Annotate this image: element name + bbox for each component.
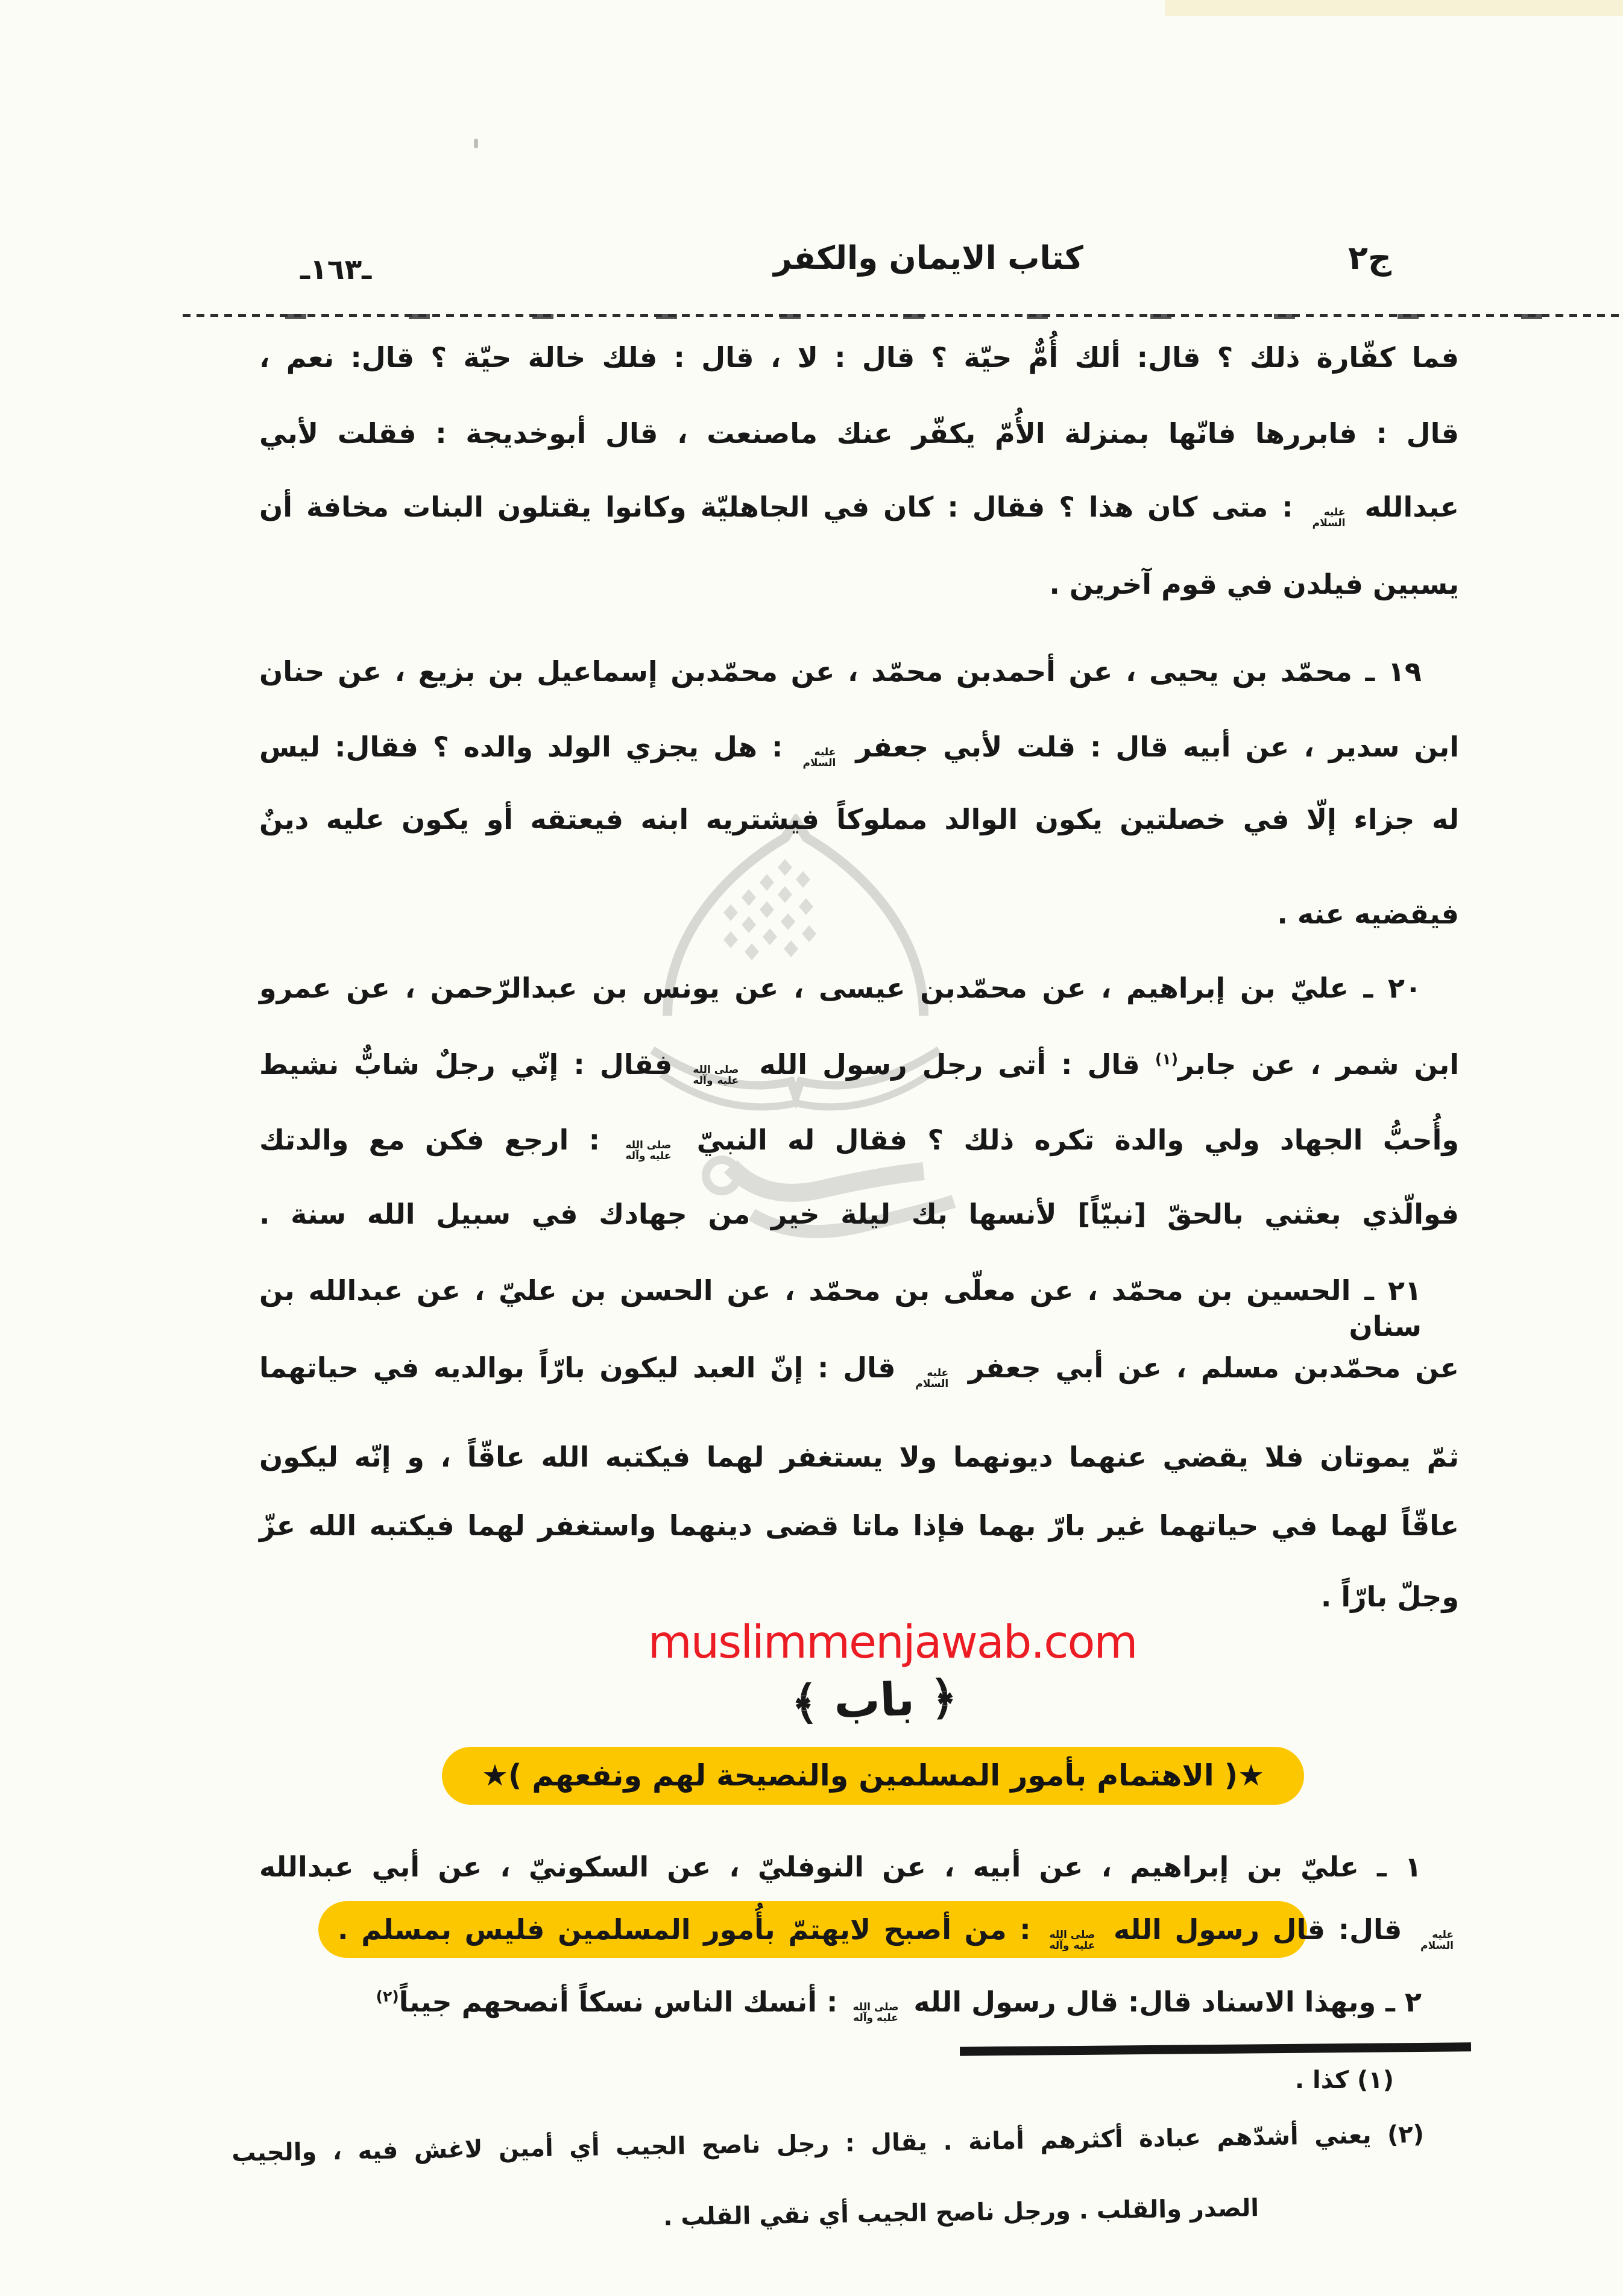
- scan-speck: [474, 139, 478, 148]
- text-line: وأُحبُّ الجهاد ولي والدة تكره ذلك ؟ فقال له النبيّ صلى الله عليه وآله : ارجع فكن مع والدتك: [259, 1124, 1459, 1162]
- text-line: ٢١ ـ الحسين بن محمّد ، عن معلّى بن محمّد ، عن الحسن بن عليّ ، عن عبدالله بن سنان: [259, 1274, 1422, 1342]
- text-line: قال : فابررها فانّها بمنزلة الأُمّ يكفّر عنك ماصنعت ، قال أبوخديجة : فقلت لأبي: [259, 417, 1459, 450]
- text-line: فوالّذي بعثني بالحقّ [نبيّاً] لأنسها بك ليلة خير من جهادك في سبيل الله سنة .: [259, 1198, 1459, 1230]
- text-line: فيقضيه عنه .: [1277, 898, 1459, 930]
- footnote-divider: [960, 2042, 1471, 2055]
- header-divider-dotted-rule: [183, 314, 1623, 319]
- scan-edge-tint: [1165, 0, 1623, 16]
- text-line: عليه السلام قال: قال رسول الله صلى الله عليه وآله : من أصبح لايهتمّ بأُمور المسلمين فليس بمسلم .: [338, 1913, 1454, 1952]
- honorific-as-ligature: عليه السلام: [1312, 506, 1346, 529]
- text-line: له جزاء إلّا في خصلتين يكون الوالد مملوكاً فيشتريه ابنه فيعتقه أو يكون عليه دينٌ: [259, 803, 1459, 835]
- text-line: عاقّاً لهما في حياتهما غير بارّ بهما فإذا ماتا قضى دينهما واستغفر لهما فيكتبه الله عزّ: [259, 1509, 1459, 1542]
- text-line: ثمّ يموتان فلا يقضي عنهما ديونهما ولا يستغفر لهما فيكتبه الله عاقّاً ، و إنّه ليكون: [259, 1441, 1459, 1473]
- honorific-saw-ligature: صلى الله عليه وآله: [693, 1063, 739, 1087]
- site-watermark: muslimmenjawab.com: [648, 1615, 1137, 1669]
- book-title: كتاب الايمان والكفر: [774, 240, 1083, 277]
- text-line: ٢٠ ـ عليّ بن إبراهيم ، عن محمّدبن عيسى ، عن يونس بن عبدالرّحمن ، عن عمرو: [259, 972, 1422, 1004]
- text-line: يسبين فيلدن في قوم آخرين .: [1049, 568, 1459, 600]
- footnote-marker: (٢): [376, 1987, 399, 2005]
- footnote-2-line2: الصدر والقلب . ورجل ناصح الجيب أي نقي القلب .: [663, 2194, 1259, 2232]
- honorific-saw-ligature: صلى الله عليه وآله: [852, 2001, 899, 2024]
- honorific-as-ligature: عليه السلام: [915, 1367, 949, 1390]
- chapter-bab-heading: ﴿ باب ﴾: [790, 1670, 959, 1730]
- text-line: عبدالله عليه السلام : متى كان هذا ؟ فقال : كان في الجاهليّة وكانوا يقتلون البنات مخافة أن: [259, 491, 1459, 529]
- honorific-saw-ligature: صلى الله عليه وآله: [625, 1139, 672, 1162]
- honorific-saw-ligature: صلى الله عليه وآله: [1049, 1928, 1095, 1952]
- chapter-title-highlighted: ★( الاهتمام بأمور المسلمين والنصيحة لهم ونفعهم )★: [442, 1747, 1304, 1805]
- footnote-1: (١) كذا .: [1294, 2066, 1394, 2094]
- text-line: ١٩ ـ محمّد بن يحيى ، عن أحمدبن محمّد ، عن محمّدبن إسماعيل بن بزيع ، عن حنان: [259, 655, 1422, 688]
- volume-label: ج٢: [1348, 239, 1391, 277]
- honorific-as-ligature: عليه السلام: [802, 746, 836, 769]
- footnote-marker: (١): [1155, 1050, 1179, 1068]
- text-line: ابن سدير ، عن أبيه قال : قلت لأبي جعفر عليه السلام : هل يجزي الولد والده ؟ فقال: ليس: [259, 731, 1459, 769]
- text-line: فما كفّارة ذلك ؟ قال: ألك أُمٌّ حيّة ؟ قال : لا ، قال : فلك خالة حيّة ؟ قال: نعم ،: [259, 341, 1459, 374]
- text-line: عن محمّدبن مسلم ، عن أبي جعفر عليه السلام قال : إنّ العبد ليكون بارّاً بوالديه في حياتهما: [259, 1351, 1459, 1390]
- honorific-as-ligature: عليه السلام: [1420, 1928, 1454, 1952]
- text-line: ابن شمر ، عن جابر$^{(١)}$ قال : أتى رجل رسول الله صلى الله عليه وآله فقال : إنّي رجلٌ شابٌّ نشيط: [259, 1048, 1459, 1087]
- footnote-2-line1: (٢) يعني أشدّهم عبادة أكثرهم أمانة . يقال : رجل ناصح الجيب أي أمين لاغش فيه ، والجيب: [231, 2121, 1425, 2168]
- text-line: ١ ـ عليّ بن إبراهيم ، عن أبيه ، عن النوفليّ ، عن السكونيّ ، عن أبي عبدالله: [259, 1851, 1422, 1883]
- text-line: ٢ ـ وبهذا الاسناد قال: قال رسول الله صلى الله عليه وآله : أنسك الناس نسكاً أنصحهم جيباً$^{(٢)}$: [376, 1986, 1422, 2024]
- page-number: ـ١٦٣ـ: [300, 253, 372, 286]
- text-line: وجلّ بارّاً .: [1320, 1580, 1459, 1613]
